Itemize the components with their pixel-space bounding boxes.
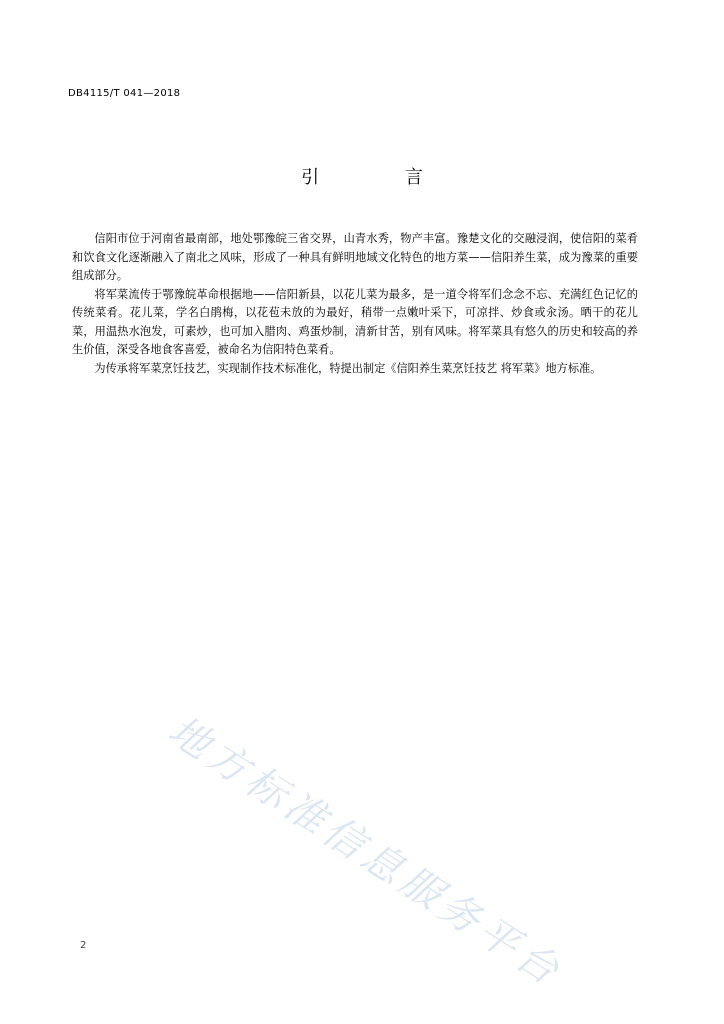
document-code: DB4115/T 041—2018 xyxy=(68,88,181,99)
page-number: 2 xyxy=(80,940,87,951)
watermark: 地方标准信息服务平台 xyxy=(160,707,571,997)
body-text xyxy=(72,230,638,378)
paragraph: 将军菜流传于鄂豫皖革命根据地——信阳新县，以花儿菜为最多，是一道令将军们念念不忘、充满红色记忆的传统菜肴。花儿菜，学名白鹃梅，以花苞未放的为最好，稍带一点嫩叶采下，可凉拌、炒食或汆汤。晒干的花儿菜，用温热水泡发，可素炒，也可加入腊肉、鸡蛋炒制，清新甘苦，别有风味。将军菜具有悠久的历史和较高的养生价值，深受各地食客喜爱，被命名为信阳特色菜肴。 xyxy=(72,287,638,356)
page-title: 引 言 xyxy=(301,167,463,188)
paragraph: 为传承将军菜烹饪技艺，实现制作技术标准化，特提出制定《信阳养生菜烹饪技艺 将军菜》地方标准。 xyxy=(94,361,602,375)
paragraph: 信阳市位于河南省最南部，地处鄂豫皖三省交界，山青水秀，物产丰富。豫楚文化的交融浸润，使信阳的菜肴和饮食文化逐渐融入了南北之风味，形成了一种具有鲜明地域文化特色的地方菜——信阳养生菜，成为豫菜的重要组成部分。 xyxy=(72,232,638,282)
